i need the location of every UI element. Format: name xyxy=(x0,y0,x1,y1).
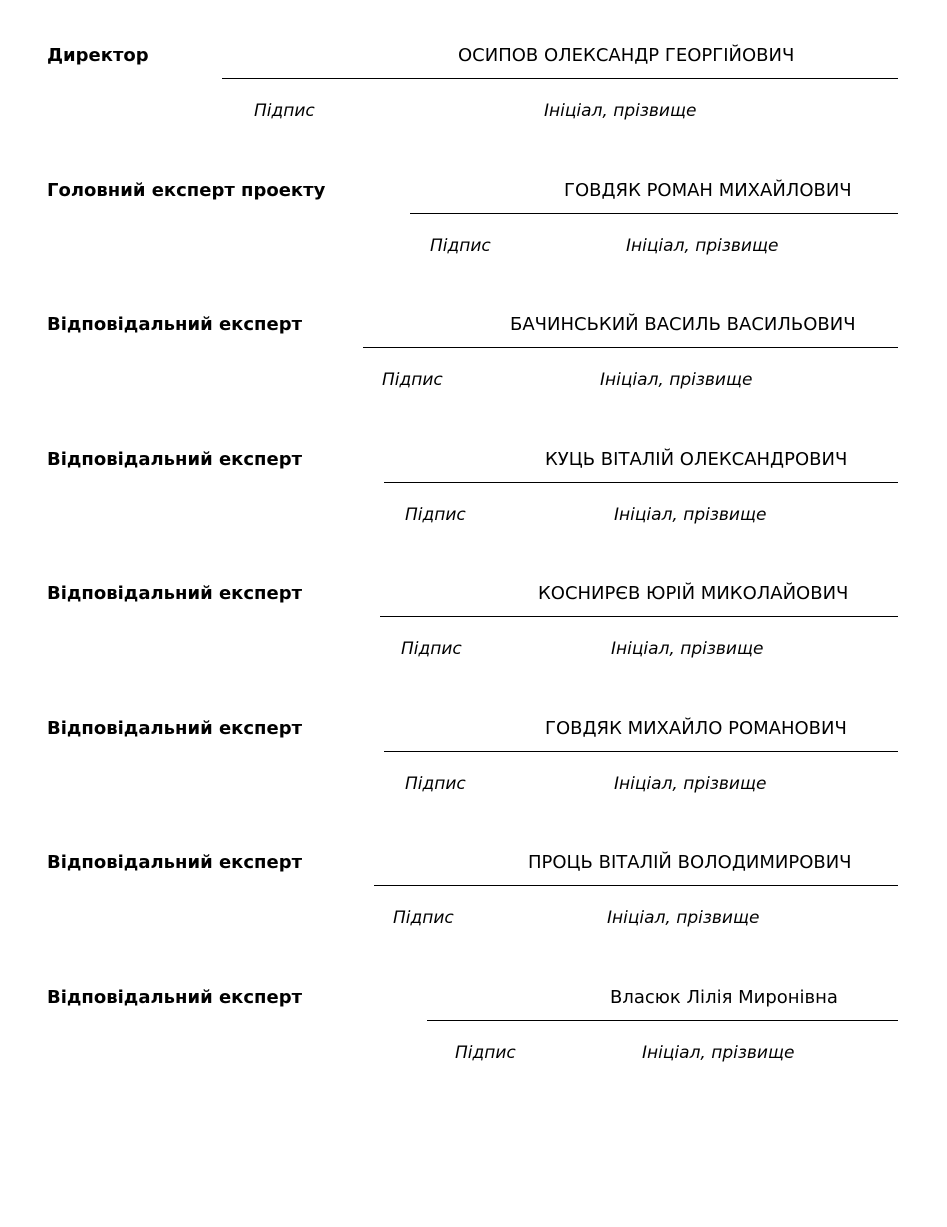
signer-name: БАЧИНСЬКИЙ ВАСИЛЬ ВАСИЛЬОВИЧ xyxy=(510,314,856,335)
signature-caption: Підпис xyxy=(405,774,466,794)
signature-block-director xyxy=(0,45,947,125)
signer-name: Власюк Лілія Миронівна xyxy=(610,987,838,1008)
signature-caption: Підпис xyxy=(401,639,462,659)
name-caption: Ініціал, прізвище xyxy=(614,774,767,794)
signature-caption: Підпис xyxy=(405,505,466,525)
signature-line xyxy=(384,482,898,483)
signature-block-expert-3 xyxy=(0,583,947,663)
name-caption: Ініціал, прізвище xyxy=(607,908,760,928)
signature-caption: Підпис xyxy=(382,370,443,390)
signature-line xyxy=(427,1020,898,1021)
name-caption: Ініціал, прізвище xyxy=(600,370,753,390)
name-caption: Ініціал, прізвище xyxy=(626,236,779,256)
role-label: Відповідальний експерт xyxy=(47,718,303,739)
role-label: Відповідальний експерт xyxy=(47,449,303,470)
signer-name: ГОВДЯК МИХАЙЛО РОМАНОВИЧ xyxy=(545,718,847,739)
signature-caption: Підпис xyxy=(393,908,454,928)
name-caption: Ініціал, прізвище xyxy=(642,1043,795,1063)
role-label: Відповідальний експерт xyxy=(47,987,303,1008)
signature-caption: Підпис xyxy=(254,101,315,121)
signature-block-chief-expert xyxy=(0,180,947,260)
signer-name: ОСИПОВ ОЛЕКСАНДР ГЕОРГІЙОВИЧ xyxy=(458,45,795,66)
signature-block-expert-2 xyxy=(0,449,947,529)
signature-line xyxy=(222,78,898,79)
signature-block-expert-6 xyxy=(0,987,947,1067)
signature-line xyxy=(380,616,898,617)
name-caption: Ініціал, прізвище xyxy=(544,101,697,121)
signature-line xyxy=(374,885,898,886)
signature-block-expert-5 xyxy=(0,852,947,932)
role-label: Відповідальний експерт xyxy=(47,314,303,335)
signer-name: КУЦЬ ВІТАЛІЙ ОЛЕКСАНДРОВИЧ xyxy=(545,449,848,470)
signature-block-expert-4 xyxy=(0,718,947,798)
role-label: Головний експерт проекту xyxy=(47,180,326,201)
signature-line xyxy=(384,751,898,752)
signer-name: КОСНИРЄВ ЮРІЙ МИКОЛАЙОВИЧ xyxy=(538,583,849,604)
role-label: Директор xyxy=(47,45,149,66)
name-caption: Ініціал, прізвище xyxy=(611,639,764,659)
signature-line xyxy=(363,347,898,348)
name-caption: Ініціал, прізвище xyxy=(614,505,767,525)
signer-name: ПРОЦЬ ВІТАЛІЙ ВОЛОДИМИРОВИЧ xyxy=(528,852,852,873)
signer-name: ГОВДЯК РОМАН МИХАЙЛОВИЧ xyxy=(564,180,852,201)
signature-block-expert-1 xyxy=(0,314,947,394)
signature-caption: Підпис xyxy=(455,1043,516,1063)
signature-caption: Підпис xyxy=(430,236,491,256)
role-label: Відповідальний експерт xyxy=(47,583,303,604)
signature-line xyxy=(410,213,898,214)
role-label: Відповідальний експерт xyxy=(47,852,303,873)
